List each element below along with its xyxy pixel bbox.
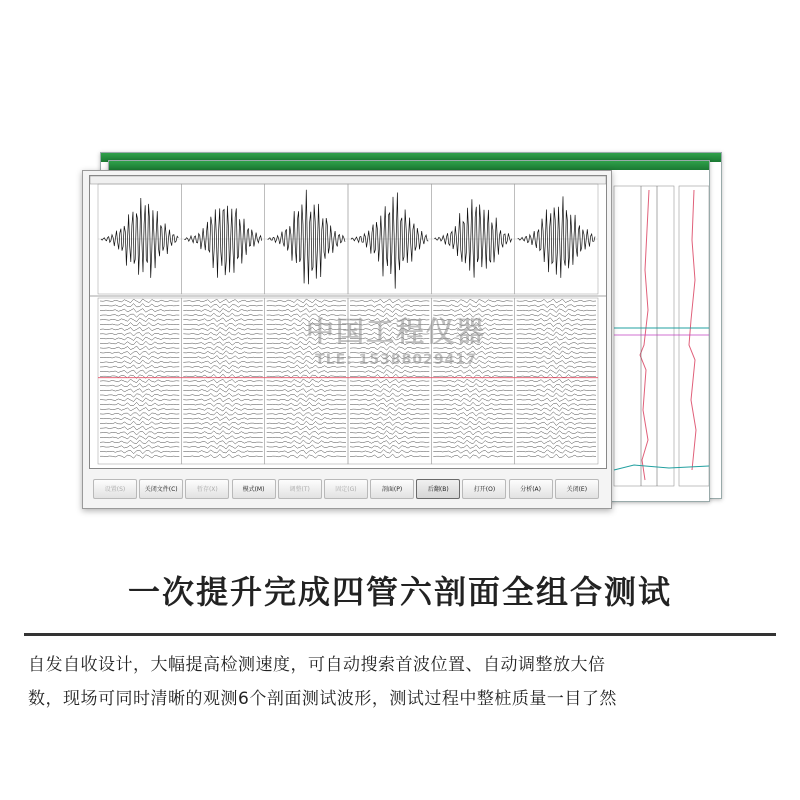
- profile-trace: [183, 417, 262, 421]
- profile-trace: [267, 398, 346, 402]
- profile-trace: [267, 421, 346, 424]
- profile-trace: [183, 403, 262, 406]
- profile-trace: [100, 337, 179, 341]
- profile-trace: [267, 346, 346, 350]
- profile-trace: [517, 299, 596, 303]
- profile-trace: [267, 417, 346, 421]
- profile-trace: [433, 440, 512, 444]
- waveform-trace: [434, 199, 511, 277]
- profile-trace: [517, 389, 596, 393]
- profile-trace: [350, 318, 429, 322]
- profile-trace: [100, 455, 179, 459]
- profile-trace: [517, 393, 596, 397]
- profile-trace: [267, 436, 346, 440]
- waveform-trace: [518, 196, 595, 278]
- profile-trace: [517, 412, 596, 416]
- toolbar-button-8[interactable]: 后翻(B): [416, 479, 460, 499]
- profile-trace: [350, 332, 429, 336]
- profile-trace: [100, 440, 179, 444]
- profile-trace: [433, 327, 512, 331]
- profile-trace: [517, 370, 596, 374]
- ruler-bar: [90, 176, 606, 184]
- toolbar-button-5[interactable]: 调整(T): [278, 479, 322, 499]
- profile-trace: [433, 337, 512, 341]
- profile-trace: [517, 417, 596, 421]
- profile-trace: [350, 422, 429, 426]
- profile-trace: [517, 427, 596, 431]
- profile-trace: [433, 322, 512, 326]
- profile-trace: [350, 379, 429, 383]
- profile-trace: [517, 398, 596, 402]
- profile-trace: [183, 454, 262, 458]
- profile-trace: [100, 407, 179, 411]
- profile-trace: [350, 370, 429, 374]
- profile-trace: [433, 351, 512, 355]
- profile-trace: [350, 355, 429, 359]
- profile-trace: [433, 318, 512, 322]
- profile-trace: [517, 454, 596, 458]
- profile-trace: [350, 323, 429, 327]
- profile-trace: [350, 328, 429, 332]
- profile-trace: [183, 355, 262, 359]
- profile-trace: [517, 332, 596, 336]
- profile-trace: [433, 332, 512, 336]
- profile-trace: [350, 450, 429, 454]
- profile-trace: [183, 422, 262, 425]
- profile-trace: [267, 356, 346, 360]
- profile-trace: [100, 322, 179, 325]
- profile-trace: [100, 450, 179, 454]
- profile-trace: [350, 389, 429, 393]
- profile-trace: [183, 450, 262, 454]
- curve-pane-b: [679, 186, 709, 486]
- profile-trace: [183, 313, 262, 316]
- profile-trace: [433, 417, 512, 421]
- profile-trace: [183, 426, 262, 430]
- watermark-tel: TLE: 15388029417: [315, 352, 477, 368]
- profile-trace: [267, 450, 346, 454]
- profile-trace: [183, 328, 262, 332]
- profile-trace: [517, 450, 596, 454]
- profile-trace: [350, 403, 429, 406]
- profile-trace: [267, 402, 346, 405]
- profile-trace: [517, 379, 596, 383]
- toolbar-button-1[interactable]: 设置(S): [93, 479, 137, 499]
- profile-trace: [267, 431, 346, 435]
- profile-trace: [100, 356, 179, 360]
- profile-trace: [267, 445, 346, 449]
- profile-trace: [100, 426, 179, 430]
- profile-trace: [433, 304, 512, 307]
- profile-trace: [433, 394, 512, 397]
- profile-trace: [100, 389, 179, 393]
- profile-trace: [267, 440, 346, 444]
- profile-trace: [183, 431, 262, 435]
- profile-trace: [183, 318, 262, 322]
- profile-trace: [433, 445, 512, 449]
- profile-trace: [100, 379, 179, 383]
- profile-trace: [350, 431, 429, 435]
- profile-trace: [267, 337, 346, 341]
- profile-trace: [517, 309, 596, 313]
- profile-trace: [433, 389, 512, 393]
- profile-trace: [517, 342, 596, 346]
- waveform-trace: [351, 193, 428, 289]
- profile-trace: [350, 417, 429, 421]
- profile-trace: [350, 398, 429, 402]
- profile-trace: [183, 445, 262, 449]
- toolbar-button-10[interactable]: 分析(A): [509, 479, 553, 499]
- headline: 一次提升完成四管六剖面全组合测试: [127, 573, 672, 611]
- profile-trace: [183, 351, 262, 355]
- profile-trace: [517, 360, 596, 364]
- profile-trace: [267, 351, 346, 355]
- profile-trace: [350, 407, 429, 411]
- profile-trace: [433, 421, 512, 425]
- profile-trace: [433, 402, 512, 406]
- profile-trace: [267, 455, 346, 459]
- description-line-2: 数，现场可同时清晰的观测6个剖面测试波形，测试过程中整桩质量一目了然: [28, 689, 617, 709]
- profile-trace: [267, 413, 346, 416]
- profile-trace: [350, 385, 429, 388]
- profile-trace: [183, 374, 262, 378]
- profile-trace: [517, 385, 596, 388]
- profile-trace: [183, 346, 262, 350]
- toolbar-button-4[interactable]: 模式(M): [232, 479, 276, 499]
- profile-trace: [183, 299, 262, 303]
- profile-trace: [183, 388, 262, 392]
- profile-trace: [433, 379, 512, 383]
- profile-trace: [517, 403, 596, 407]
- profile-trace: [100, 333, 179, 336]
- profile-trace: [350, 347, 429, 351]
- profile-trace: [267, 299, 346, 303]
- profile-trace: [267, 370, 346, 374]
- profile-trace: [100, 341, 179, 345]
- profile-trace: [183, 332, 262, 336]
- profile-trace: [433, 341, 512, 345]
- toolbar-button-2[interactable]: 关闭文件(C): [139, 479, 183, 499]
- profile-trace: [100, 436, 179, 440]
- profile-trace: [100, 402, 179, 405]
- waveform-display: [89, 175, 607, 469]
- profile-trace: [433, 370, 512, 374]
- profile-trace: [267, 318, 346, 322]
- profile-trace: [267, 304, 346, 307]
- profile-trace: [350, 337, 429, 341]
- profile-trace: [100, 384, 179, 388]
- profile-trace: [517, 328, 596, 332]
- profile-trace: [100, 417, 179, 421]
- profile-trace: [100, 445, 179, 449]
- profile-trace: [350, 374, 429, 377]
- profile-trace: [517, 446, 596, 450]
- waveform-trace: [268, 190, 345, 284]
- profile-trace: [433, 360, 512, 364]
- profile-trace: [100, 365, 179, 369]
- profile-trace: [100, 299, 179, 303]
- profile-trace: [100, 327, 179, 331]
- profile-trace: [267, 365, 346, 369]
- profile-trace: [517, 374, 596, 377]
- profile-trace: [183, 384, 262, 388]
- profile-trace: [517, 318, 596, 322]
- divider: [24, 633, 776, 636]
- profile-trace: [100, 413, 179, 416]
- profile-trace: [433, 398, 512, 402]
- profile-trace: [267, 333, 346, 337]
- profile-trace: [350, 454, 429, 458]
- profile-trace: [350, 342, 429, 346]
- toolbar: [89, 477, 605, 503]
- profile-trace: [433, 346, 512, 350]
- profile-trace: [350, 304, 429, 308]
- profile-trace: [517, 422, 596, 426]
- profile-trace: [517, 323, 596, 327]
- profile-trace: [100, 351, 179, 355]
- profile-trace: [350, 361, 429, 365]
- profile-trace: [183, 379, 262, 383]
- profile-trace: [433, 308, 512, 312]
- profile-trace: [183, 407, 262, 411]
- profile-trace: [433, 431, 512, 435]
- profile-trace: [517, 431, 596, 435]
- profile-trace: [267, 389, 346, 393]
- profile-trace: [350, 426, 429, 430]
- profile-trace: [267, 426, 346, 430]
- profile-trace: [100, 314, 179, 317]
- profile-trace: [517, 355, 596, 358]
- profile-trace: [183, 342, 262, 346]
- profile-trace: [183, 435, 262, 439]
- profile-trace: [267, 407, 346, 411]
- profile-trace: [267, 308, 346, 312]
- curve-pane-a: [614, 186, 674, 486]
- description-line-1: 自发自收设计，大幅提高检测速度，可自动搜索首波位置、自动调整放大倍: [28, 655, 606, 675]
- waveform-canvas: [90, 176, 606, 468]
- profile-trace: [517, 366, 596, 369]
- profile-trace: [433, 356, 512, 359]
- profile-trace: [517, 347, 596, 350]
- toolbar-button-11[interactable]: 关闭(E): [555, 479, 599, 499]
- profile-trace: [433, 450, 512, 454]
- profile-trace: [267, 394, 346, 397]
- profile-trace: [267, 314, 346, 318]
- toolbar-button-9[interactable]: 打开(O): [462, 479, 506, 499]
- profile-trace: [183, 412, 262, 415]
- profile-trace: [100, 346, 179, 350]
- profile-trace: [100, 360, 179, 364]
- profile-trace: [433, 384, 512, 387]
- profile-trace: [350, 299, 429, 303]
- profile-trace: [350, 313, 429, 316]
- profile-trace: [433, 413, 512, 417]
- profile-trace: [100, 309, 179, 313]
- profile-trace: [350, 393, 429, 396]
- profile-trace: [517, 304, 596, 308]
- background-window-2-titlebar: [109, 161, 709, 170]
- profile-trace: [433, 314, 512, 318]
- profile-trace: [183, 323, 262, 326]
- profile-trace: [183, 441, 262, 445]
- profile-trace: [433, 436, 512, 440]
- waveform-trace: [101, 198, 178, 278]
- profile-trace: [100, 398, 179, 402]
- profile-trace: [100, 304, 179, 307]
- waveform-trace: [184, 206, 261, 278]
- main-window: [82, 170, 612, 509]
- profile-trace: [100, 394, 179, 398]
- profile-trace: [350, 309, 429, 313]
- profile-trace: [267, 341, 346, 345]
- profile-trace: [517, 337, 596, 341]
- profile-trace: [433, 407, 512, 411]
- toolbar-button-7[interactable]: 剖面(P): [370, 479, 414, 499]
- profile-trace: [267, 384, 346, 387]
- profile-trace: [350, 366, 429, 369]
- profile-trace: [350, 445, 429, 449]
- profile-trace: [183, 393, 262, 396]
- profile-trace: [183, 309, 262, 313]
- profile-trace: [433, 299, 512, 303]
- profile-trace: [100, 432, 179, 435]
- profile-trace: [267, 379, 346, 383]
- profile-trace: [517, 408, 596, 412]
- profile-trace: [433, 365, 512, 368]
- profile-trace: [100, 421, 179, 424]
- profile-trace: [183, 305, 262, 308]
- toolbar-button-6[interactable]: 固定(G): [324, 479, 368, 499]
- profile-trace: [183, 361, 262, 365]
- profile-trace: [517, 313, 596, 317]
- profile-trace: [267, 322, 346, 326]
- profile-trace: [267, 327, 346, 331]
- profile-trace: [183, 370, 262, 374]
- profile-trace: [267, 360, 346, 364]
- profile-trace: [350, 435, 429, 439]
- profile-trace: [433, 426, 512, 430]
- toolbar-button-3[interactable]: 暂存(X): [185, 479, 229, 499]
- profile-trace: [350, 351, 429, 355]
- profile-trace: [100, 370, 179, 374]
- profile-trace: [100, 318, 179, 322]
- profile-trace: [183, 337, 262, 341]
- profile-trace: [517, 351, 596, 355]
- profile-trace: [183, 398, 262, 402]
- profile-trace: [350, 412, 429, 415]
- profile-trace: [350, 441, 429, 445]
- profile-trace: [517, 435, 596, 439]
- profile-trace: [433, 455, 512, 459]
- watermark-title: 中国工程仪器: [305, 315, 486, 348]
- profile-trace: [183, 365, 262, 369]
- profile-trace: [517, 441, 596, 445]
